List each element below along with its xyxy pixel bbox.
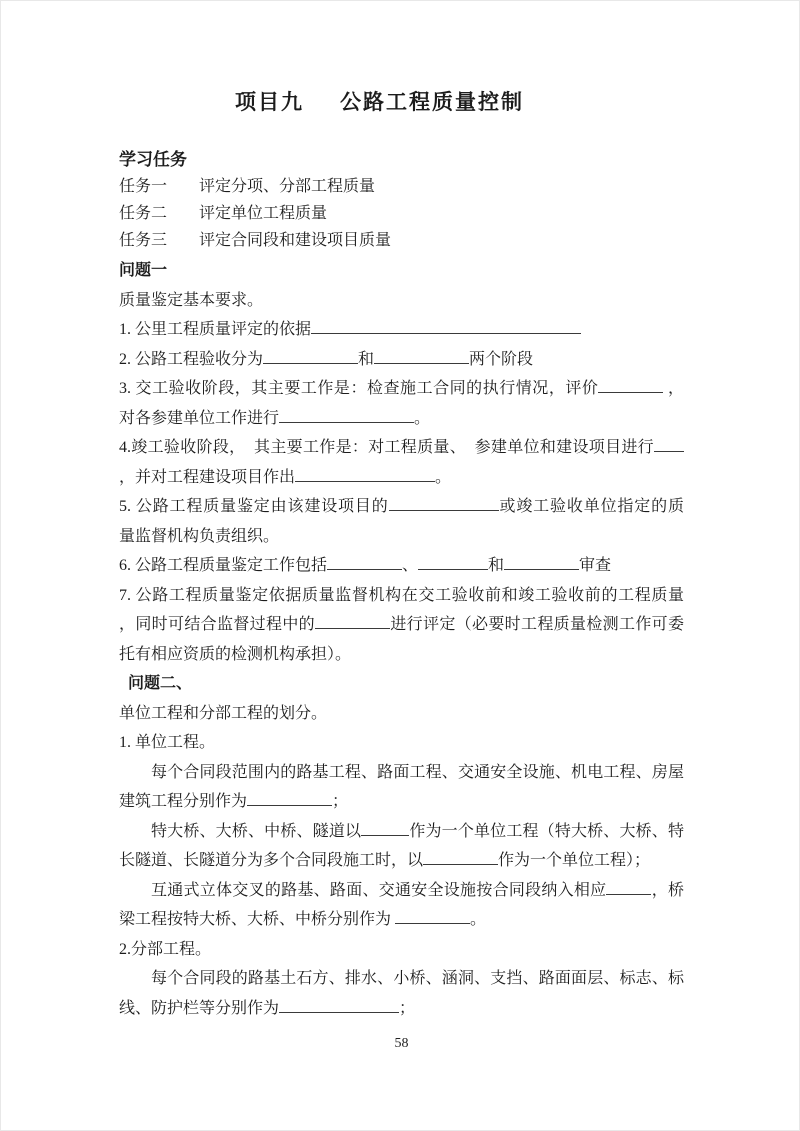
question2-intro: 单位工程和分部工程的划分。 [119,704,328,722]
text-line [119,935,684,965]
line-text: 每个合同段的路基土石方、排水、小桥、涵洞、支挡、路面面层、标志、标 [151,970,684,987]
question1-section [119,256,684,669]
text-line [119,905,684,935]
line-text: 3. 交工验收阶段，其主要工作是：检查施工合同的执行情况，评价 [119,380,599,397]
line-text: 和 [358,350,375,368]
blank-underline [374,348,469,364]
line-text: 。 [414,409,431,427]
line-text: 作为一个单位工程（特大桥、大桥、特 [409,822,684,840]
task-text: 评定分项、分部工程质量 [199,178,376,195]
blank-underline [389,495,499,511]
text-line [119,345,684,375]
line-text: 托有相应资质的检测机构承担）。 [119,645,352,663]
line-text: 7. 公路工程质量鉴定依据质量监督机构在交工验收前和竣工验收前的工程质量 [119,586,684,604]
line-text: 建筑工程分别作为 [119,793,248,810]
line-text: 作为一个单位工程）； [498,852,651,869]
line-text: ； [399,999,416,1017]
line-text: 对各参建单位工作进行 [119,409,280,427]
line-text: 特大桥、大桥、中桥、隧道以 [151,822,362,840]
text-line [119,846,684,876]
question2-section [119,669,684,1023]
blank-underline [654,436,684,452]
title-text: 公路工程质量控制 [340,90,524,114]
question1-heading: 问题一 [119,262,168,279]
line-text: 长隧道、长隧道分为多个合同段施工时，以 [119,852,424,869]
page-number: 58 [394,1036,409,1051]
task-item [119,173,684,200]
blank-underline [311,318,581,334]
text-line [119,315,684,345]
line-text: ，并对工程建设项目作出 [119,468,296,486]
blank-underline [504,554,579,570]
line-text: 6. 公路工程质量鉴定工作包括 [119,557,328,574]
line-text: 或竣工验收单位指定的质 [498,498,684,515]
question2-body [119,728,684,1023]
blank-underline [598,377,663,393]
line-text: 两个阶段 [469,350,534,368]
text-line [119,640,684,670]
task-label: 任务一 [119,178,168,195]
blank-underline [327,554,402,570]
text-line [119,433,684,463]
text-line [119,463,684,493]
blank-underline [279,997,399,1013]
blank-underline [361,820,409,836]
task-label: 任务二 [119,205,168,222]
text-line [119,374,684,404]
line-text: 梁工程按特大桥、大桥、中桥分别作为 [119,911,396,928]
line-text: 、 [402,557,419,574]
text-line [119,994,684,1024]
title-label: 项目九 [235,90,304,114]
learning-tasks-section [119,146,684,254]
line-text: 4.竣工验收阶段， 其主要工作是：对工程质量、 参建单位和建设项目进行 [119,439,654,456]
blank-underline [295,466,435,482]
learning-tasks-list [119,173,684,254]
line-text: 。 [435,468,452,486]
blank-underline [395,908,470,924]
text-line [119,964,684,994]
question1-intro: 质量鉴定基本要求。 [119,291,264,309]
line-text: 。 [470,911,487,928]
page-title [97,89,662,115]
line-text: 2. 公路工程验收分为 [119,350,264,368]
line-text: 1. 单位工程。 [119,734,216,751]
text-line [119,758,684,788]
blank-underline [279,407,414,423]
line-text: 互通式立体交叉的路基、路面、交通安全设施按合同段纳入相应 [151,881,607,899]
task-item [119,200,684,227]
line-text: 审查 [579,557,612,574]
line-text: 每个合同段范围内的路基工程、路面工程、交通安全设施、机电工程、房屋 [151,763,684,781]
text-line [119,876,684,906]
text-line [119,404,684,434]
text-line [119,787,684,817]
question2-heading: 问题二、 [128,675,193,692]
task-text: 评定合同段和建设项目质量 [199,232,392,249]
text-line [119,522,684,552]
text-line [119,581,684,611]
line-text: 5. 公路工程质量鉴定由该建设项目的 [119,498,389,515]
line-text: ； [332,793,349,810]
line-text: 线、防护栏等分别作为 [119,999,280,1017]
blank-underline [606,879,651,895]
blank-underline [315,613,390,629]
text-line [119,551,684,581]
text-line [119,492,684,522]
task-item [119,227,684,254]
blank-underline [418,554,488,570]
document-content [119,89,684,1054]
question1-body [119,315,684,669]
line-text: 和 [488,557,505,574]
learning-tasks-heading: 学习任务 [119,150,187,169]
line-text: ， [663,380,684,397]
line-text: ，同时可结合监督过程中的 [119,616,315,633]
line-text: 1. 公里工程质量评定的依据 [119,321,312,338]
line-text: ，桥 [651,881,684,899]
line-text: 进行评定（必要时工程质量检测工作可委 [390,616,684,633]
text-line [119,610,684,640]
text-line [119,817,684,847]
line-text: 2.分部工程。 [119,940,212,958]
task-text: 评定单位工程质量 [199,205,328,222]
blank-underline [247,790,332,806]
line-text: 量监督机构负责组织。 [119,527,280,545]
blank-underline [263,348,358,364]
text-line [119,728,684,758]
task-label: 任务三 [119,232,168,249]
blank-underline [423,849,498,865]
